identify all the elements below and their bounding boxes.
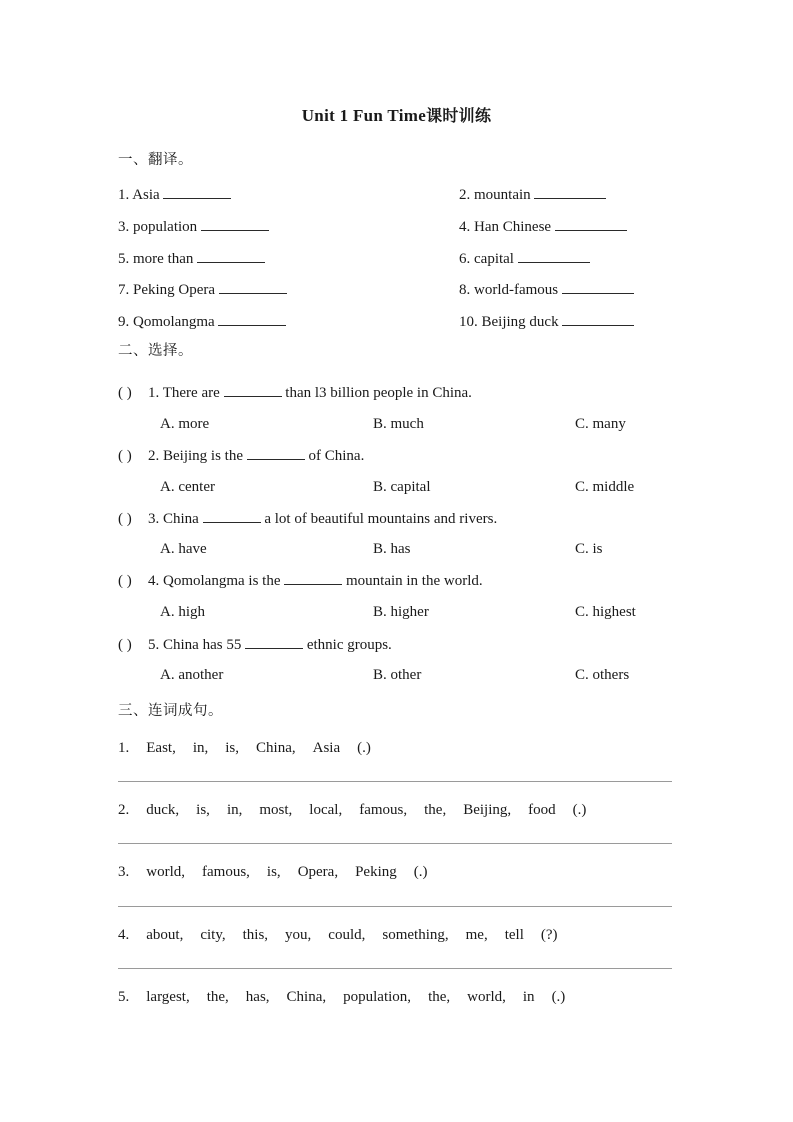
reorder-word: duck, [146,802,180,818]
reorder-answer-line-3[interactable] [118,906,672,907]
choice-stem-before: Beijing is the [163,448,243,464]
reorder-word: China, [256,740,296,756]
translate-item-6 [459,250,590,268]
choice-option-c[interactable]: C. highest [575,604,636,620]
reorder-word: famous, [202,864,250,880]
translate-answer-blank[interactable] [562,313,634,326]
choice-option-b[interactable]: B. higher [373,604,429,620]
reorder-word: Peking [355,864,397,880]
translate-item-5 [118,250,265,268]
translate-item-term: Han Chinese [474,219,552,235]
translate-answer-blank[interactable] [219,281,287,294]
choice-option-c[interactable]: C. many [575,416,626,432]
translate-item-number: 7. [118,282,130,298]
reorder-word: you, [285,927,312,943]
choice-option-a[interactable]: A. have [160,541,207,557]
section-heading-choice: 二、选择。 [118,343,193,359]
translate-answer-blank[interactable] [197,250,265,263]
choice-stem-before: China has 55 [163,637,242,653]
choice-options-2 [0,479,793,497]
choice-options-1 [0,416,793,434]
reorder-word: in, [192,740,209,756]
choice-stem-before: Qomolangma is the [163,573,281,589]
choice-stem-after: mountain in the world. [345,573,483,589]
choice-stem-after: than l3 billion people in China. [285,385,472,401]
choice-options-4 [0,604,793,622]
reorder-punctuation: (.) [357,740,371,756]
reorder-word: the, [428,989,451,1005]
reorder-word: something, [382,927,449,943]
choice-option-b[interactable]: B. has [373,541,411,557]
choice-question-4 [118,572,483,590]
choice-stem-before: There are [162,385,220,401]
choice-question-number: 3. [148,511,160,527]
choice-question-number: 5. [148,637,160,653]
choice-question-5 [118,636,392,654]
translate-answer-blank[interactable] [163,186,231,199]
translate-item-1 [118,186,231,204]
translate-item-8 [459,281,634,299]
reorder-word: food [528,802,556,818]
choice-answer-bracket[interactable]: ( ) [118,573,132,589]
choice-option-a[interactable]: A. center [160,479,215,495]
translate-item-number: 4. [459,219,471,235]
choice-options-5 [0,667,793,685]
reorder-word: Asia [312,740,341,756]
choice-blank[interactable] [224,384,282,397]
section-heading-reorder: 三、连词成句。 [118,703,223,719]
translate-item-10 [459,313,634,331]
reorder-answer-line-1[interactable] [118,781,672,782]
translate-item-number: 2. [459,187,471,203]
translate-answer-blank[interactable] [562,281,634,294]
translate-item-2 [459,186,606,204]
translate-item-7 [118,281,287,299]
translate-item-number: 10. [459,314,478,330]
translate-answer-blank[interactable] [518,250,590,263]
translate-item-term: Peking Opera [133,282,216,298]
reorder-word: about, [146,927,184,943]
page-title-chinese: 课时训练 [426,106,492,125]
translate-item-term: mountain [474,187,531,203]
page-title-english: Unit 1 Fun Time [301,106,427,125]
choice-option-b[interactable]: B. capital [373,479,431,495]
translate-item-number: 8. [459,282,471,298]
choice-stem-after: a lot of beautiful mountains and rivers. [264,511,498,527]
reorder-word: is, [196,802,210,818]
reorder-word: population, [343,989,412,1005]
section-heading-translate: 一、翻译。 [118,152,193,168]
reorder-word: the, [424,802,447,818]
translate-item-number: 3. [118,219,130,235]
choice-blank[interactable] [203,510,261,523]
choice-option-a[interactable]: A. more [160,416,210,432]
reorder-word: me, [465,927,488,943]
translate-item-number: 1. [118,187,130,203]
choice-option-c[interactable]: C. others [575,667,630,683]
reorder-word: is, [266,864,281,880]
reorder-item-1 [118,740,371,757]
reorder-item-number: 2. [118,802,130,818]
translate-item-term: more than [133,251,194,267]
reorder-item-4 [118,927,558,944]
reorder-item-number: 3. [118,864,130,880]
choice-question-2 [118,447,364,465]
choice-question-1 [118,384,472,402]
choice-blank[interactable] [247,447,305,460]
reorder-punctuation: (?) [540,927,558,943]
reorder-item-2 [118,802,586,819]
translate-item-number: 5. [118,251,130,267]
reorder-punctuation: (.) [551,989,566,1005]
choice-option-a[interactable]: A. high [160,604,205,620]
choice-stem-after: ethnic groups. [306,637,392,653]
choice-answer-bracket[interactable]: ( ) [118,448,132,464]
reorder-word: world, [467,989,506,1005]
reorder-word: China, [286,989,327,1005]
translate-item-term: Asia [132,187,160,203]
reorder-word: Beijing, [463,802,512,818]
reorder-word: this, [242,927,269,943]
choice-option-c[interactable]: C. is [575,541,603,557]
choice-stem-after: of China. [308,448,365,464]
reorder-word: in [522,989,535,1005]
translate-item-number: 6. [459,251,471,267]
choice-blank[interactable] [284,572,342,585]
reorder-punctuation: (.) [572,802,587,818]
reorder-word: is, [225,740,240,756]
reorder-word: world, [146,864,185,880]
reorder-punctuation: (.) [413,864,428,880]
reorder-word: largest, [146,989,190,1005]
reorder-word: most, [259,802,293,818]
translate-answer-blank[interactable] [534,186,606,199]
reorder-item-number: 5. [118,989,130,1005]
page-title [0,103,793,126]
reorder-word: could, [328,927,366,943]
choice-question-3 [118,510,497,528]
reorder-word: in, [226,802,243,818]
translate-item-9 [118,313,286,331]
reorder-answer-line-4[interactable] [118,968,672,969]
reorder-word: tell [504,927,524,943]
choice-answer-bracket[interactable]: ( ) [118,637,132,653]
choice-answer-bracket[interactable]: ( ) [118,511,132,527]
translate-item-term: population [133,219,198,235]
choice-stem-before: China [163,511,199,527]
reorder-word: Opera, [297,864,339,880]
choice-option-b[interactable]: B. much [373,416,424,432]
translate-item-4 [459,218,627,236]
translate-answer-blank[interactable] [201,218,269,231]
reorder-word: the, [206,989,229,1005]
choice-question-number: 4. [148,573,160,589]
translate-item-term: capital [474,251,514,267]
choice-option-b[interactable]: B. other [373,667,422,683]
reorder-word: local, [309,802,343,818]
translate-item-term: Qomolangma [133,314,215,330]
choice-question-number: 2. [148,448,160,464]
translate-answer-blank[interactable] [218,313,286,326]
choice-option-a[interactable]: A. another [160,667,224,683]
reorder-item-5 [118,989,565,1006]
reorder-word: city, [200,927,226,943]
translate-item-number: 9. [118,314,130,330]
choice-question-number: 1. [148,385,160,401]
reorder-item-number: 4. [118,927,130,943]
translate-item-3 [118,218,269,236]
reorder-word: has, [245,989,270,1005]
reorder-answer-line-2[interactable] [118,843,672,844]
translate-item-term: Beijing duck [481,314,559,330]
reorder-word: famous, [359,802,408,818]
choice-answer-bracket[interactable]: ( ) [118,385,132,401]
reorder-word: East, [146,740,176,756]
choice-blank[interactable] [245,636,303,649]
translate-item-term: world-famous [474,282,559,298]
translate-answer-blank[interactable] [555,218,627,231]
reorder-item-3 [118,864,428,881]
reorder-item-number: 1. [118,740,130,756]
choice-options-3 [0,541,793,559]
choice-option-c[interactable]: C. middle [575,479,635,495]
